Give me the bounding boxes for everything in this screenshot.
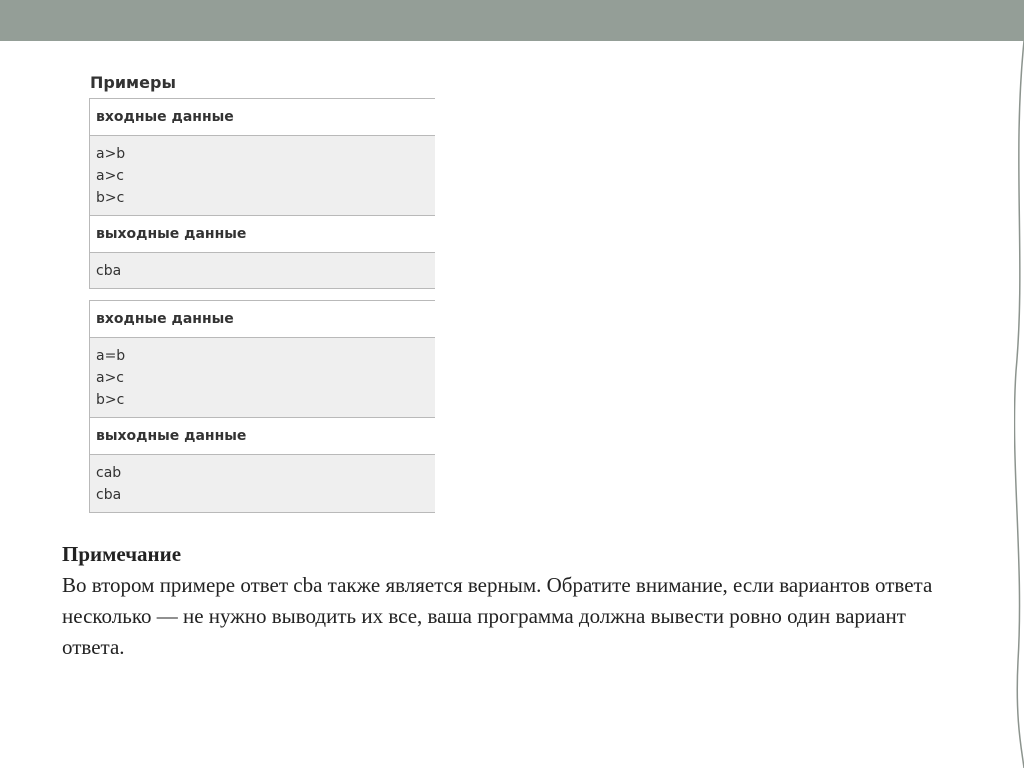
input-header: входные данные xyxy=(90,99,435,136)
sample-block-1 xyxy=(89,98,435,289)
input-header: входные данные xyxy=(90,301,435,338)
output-body[interactable] xyxy=(90,455,435,512)
sample-block-2 xyxy=(89,300,435,513)
output-header: выходные данные xyxy=(90,216,435,253)
input-line: b>c xyxy=(96,392,125,408)
note-section xyxy=(62,539,962,663)
output-line: cba xyxy=(96,263,122,279)
note-text: Во втором примере ответ cba также является верным. Обратите внимание, если вариантов ответа несколько — не нужно выводить их все, ваша программа должна вывести ровно один вариант ответа. xyxy=(62,573,933,659)
note-title: Примечание xyxy=(62,542,182,566)
input-line: b>c xyxy=(96,190,125,206)
output-line: cab xyxy=(96,465,122,481)
input-line: a>b xyxy=(96,146,126,162)
output-body[interactable] xyxy=(90,253,435,288)
input-line: a>c xyxy=(96,168,125,184)
input-body[interactable] xyxy=(90,338,435,418)
slide-right-decoration xyxy=(1014,41,1024,768)
input-line: a=b xyxy=(96,348,126,364)
input-body[interactable] xyxy=(90,136,435,216)
input-line: a>c xyxy=(96,370,125,386)
examples-title: Примеры xyxy=(90,73,176,92)
output-line: cba xyxy=(96,487,122,503)
slide-top-bar xyxy=(0,0,1024,41)
output-header: выходные данные xyxy=(90,418,435,455)
